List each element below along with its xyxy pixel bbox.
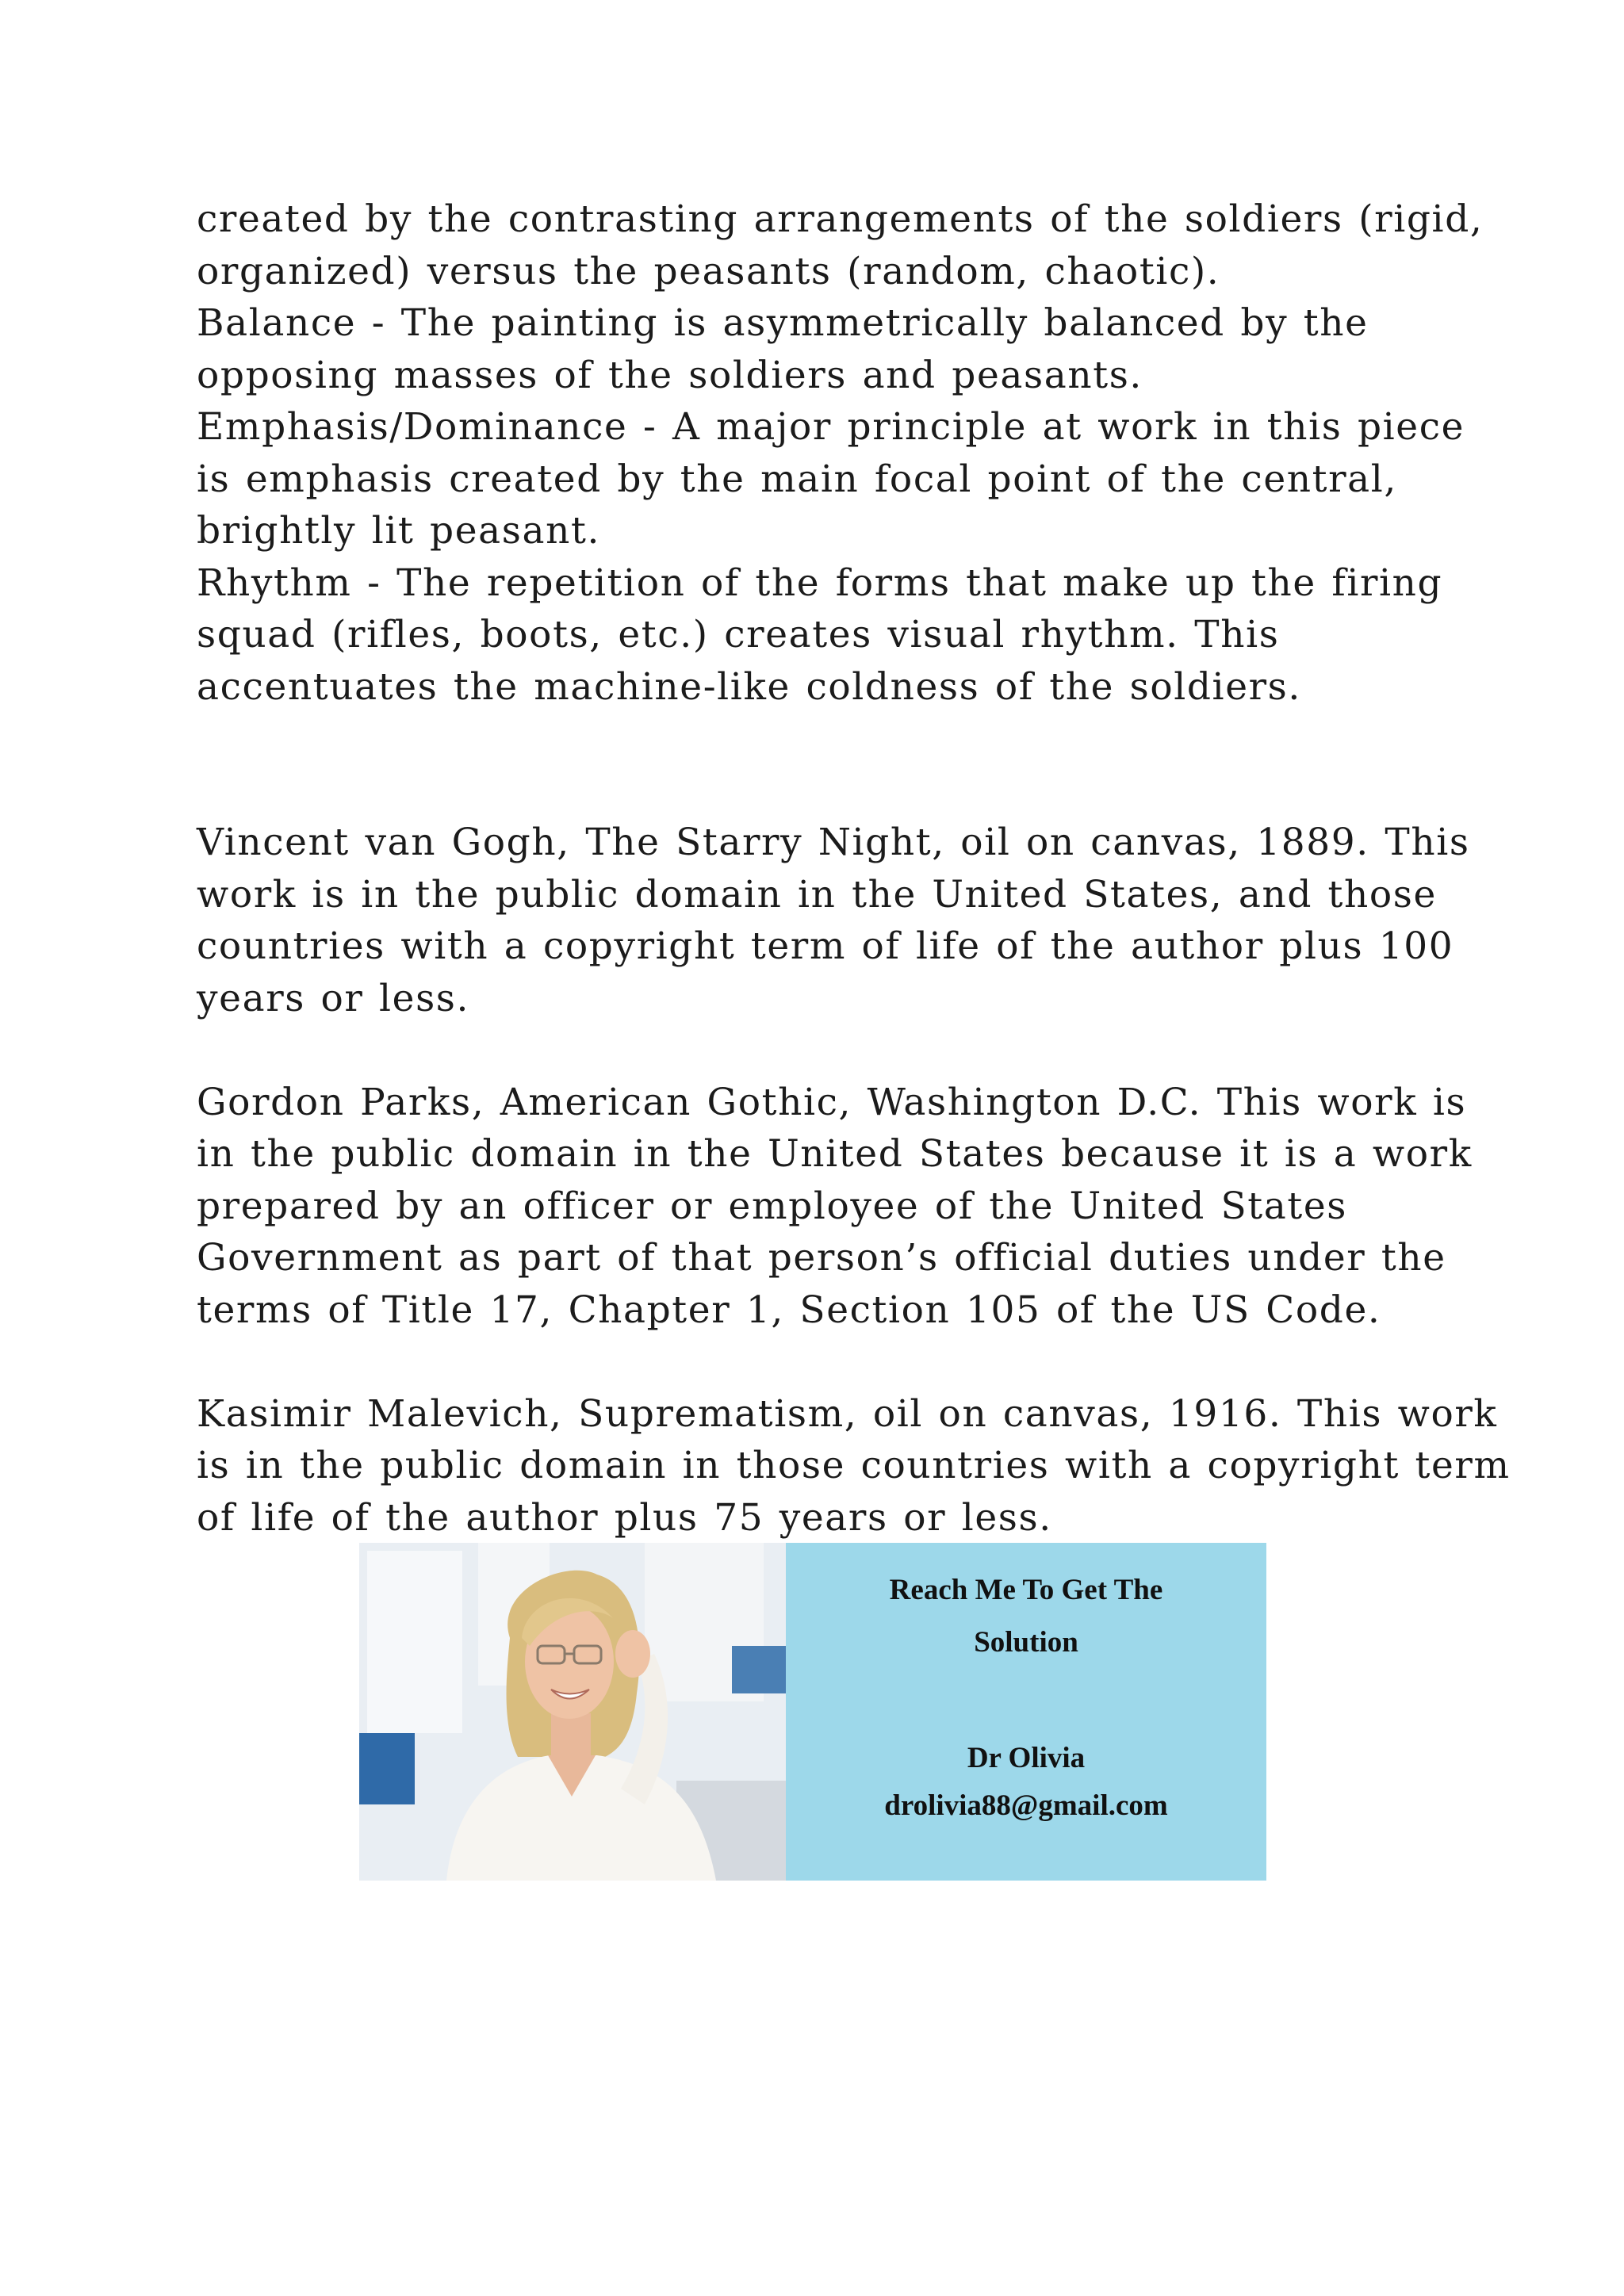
paragraph-spacer <box>197 1336 1505 1388</box>
text-line: is in the public domain in those countries with a copyright term <box>197 1444 1511 1487</box>
banner-headline-cont: Solution <box>974 1626 1078 1659</box>
paragraph-american-gothic <box>197 1077 1505 1337</box>
text-line: Gordon Parks, American Gothic, Washington D.C. This work is <box>197 1080 1467 1124</box>
text-line: squad (rifles, boots, etc.) creates visual rhythm. This <box>197 613 1280 656</box>
text-line: is emphasis created by the main focal point of the central, <box>197 457 1397 501</box>
text-line: years or less. <box>197 976 470 1020</box>
woman-photo <box>359 1543 786 1881</box>
text-line: prepared by an officer or employee of the United States <box>197 1184 1347 1228</box>
text-line: accentuates the machine-like coldness of the soldiers. <box>197 664 1301 709</box>
text-line: terms of Title 17, Chapter 1, Section 105 of the US Code. <box>197 1288 1381 1332</box>
text-line: organized) versus the peasants (random, chaotic). <box>197 249 1220 293</box>
text-line: Vincent van Gogh, The Starry Night, oil on canvas, 1889. This <box>197 821 1470 864</box>
text-line: brightly lit peasant. <box>197 509 601 553</box>
paragraph-starry-night <box>197 817 1505 1024</box>
banner-headline: Reach Me To Get The <box>889 1574 1163 1606</box>
text-line: Kasimir Malevich, Suprematism, oil on canvas, 1916. This work <box>197 1391 1498 1436</box>
text-line: Rhythm - The repetition of the forms that make up the firing <box>197 561 1443 605</box>
paragraph-principles <box>197 193 1505 713</box>
contact-email[interactable]: drolivia88@gmail.com <box>884 1789 1168 1822</box>
paragraph-spacer <box>197 1024 1505 1077</box>
woman-illustration <box>359 1543 786 1881</box>
paragraph-spacer <box>197 713 1505 817</box>
text-line: Government as part of that person’s official duties under the <box>197 1236 1446 1280</box>
contact-info-panel <box>786 1543 1266 1881</box>
text-line: Emphasis/Dominance - A major principle at work in this piece <box>197 405 1465 449</box>
text-line: countries with a copyright term of life of the author plus 100 <box>197 924 1454 968</box>
text-line: of life of the author plus 75 years or less. <box>197 1495 1052 1540</box>
paragraph-suprematism <box>197 1388 1511 1544</box>
document-body <box>197 193 1511 1544</box>
text-line: created by the contrasting arrangements of the soldiers (rigid, <box>197 197 1484 241</box>
text-line: Balance - The painting is asymmetrically balanced by the <box>197 301 1369 345</box>
text-line: work is in the public domain in the United States, and those <box>197 872 1437 916</box>
contact-name: Dr Olivia <box>967 1742 1086 1774</box>
contact-banner[interactable] <box>359 1543 1266 1881</box>
text-line: in the public domain in the United States because it is a work <box>197 1132 1473 1176</box>
text-line: opposing masses of the soldiers and peasants. <box>197 353 1143 397</box>
